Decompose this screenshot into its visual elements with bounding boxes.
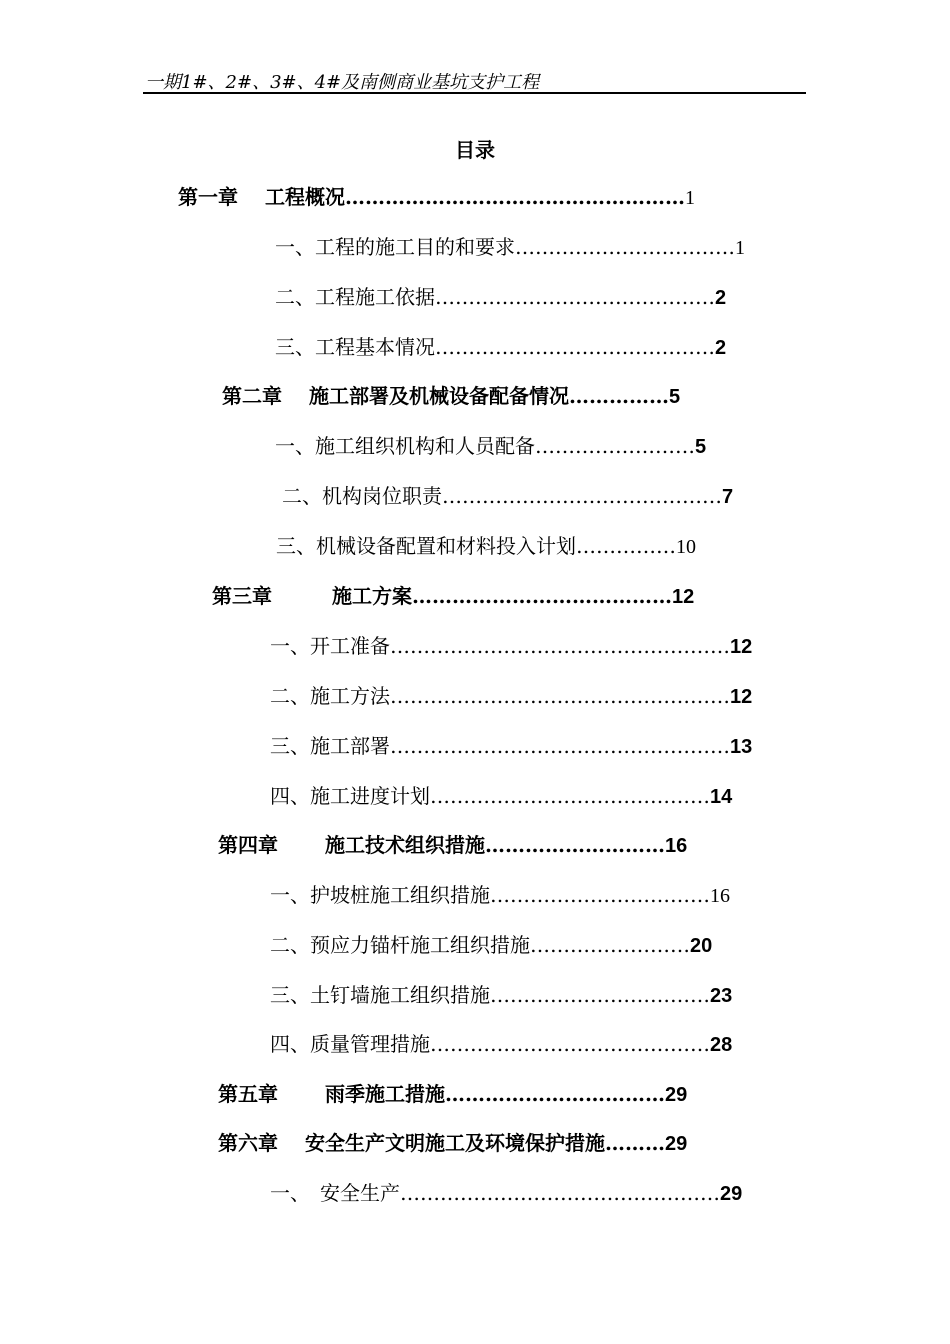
toc-entry-chapter-6[interactable]: 第六章 安全生产文明施工及环境保护措施………29 bbox=[218, 1131, 688, 1155]
toc-entry-4-2[interactable]: 二、预应力锚杆施工组织措施……………………20 bbox=[270, 933, 713, 957]
toc-entry-chapter-2[interactable]: 第二章 施工部署及机械设备配备情况……………5 bbox=[222, 384, 681, 408]
toc-entry-3-1[interactable]: 一、开工准备……………………………………………12 bbox=[270, 634, 753, 658]
toc-entry-1-3[interactable]: 三、工程基本情况……………………………………2 bbox=[275, 335, 727, 359]
toc-entry-4-1[interactable]: 一、护坡桩施工组织措施……………………………16 bbox=[270, 883, 730, 907]
toc-entry-4-4[interactable]: 四、质量管理措施……………………………………28 bbox=[270, 1032, 733, 1056]
toc-entry-3-3[interactable]: 三、施工部署……………………………………………13 bbox=[270, 734, 753, 758]
toc-entry-1-2[interactable]: 二、工程施工依据……………………………………2 bbox=[275, 285, 727, 309]
toc-title: 目录 bbox=[455, 138, 495, 162]
toc-entry-chapter-4[interactable]: 第四章 施工技术组织措施………………………16 bbox=[218, 833, 688, 857]
header-rule bbox=[143, 92, 806, 94]
toc-entry-6-1[interactable]: 一、 安全生产…………………………………………29 bbox=[270, 1181, 743, 1205]
toc-entry-chapter-3[interactable]: 第三章 施工方案…………………………………12 bbox=[212, 584, 695, 608]
toc-entry-2-2[interactable]: 二、机构岗位职责……………………………………7 bbox=[282, 484, 734, 508]
toc-entry-2-1[interactable]: 一、施工组织机构和人员配备……………………5 bbox=[275, 434, 707, 458]
toc-entry-4-3[interactable]: 三、土钉墙施工组织措施……………………………23 bbox=[270, 983, 733, 1007]
toc-entry-chapter-5[interactable]: 第五章 雨季施工措施……………………………29 bbox=[218, 1082, 688, 1106]
toc-entry-3-2[interactable]: 二、施工方法……………………………………………12 bbox=[270, 684, 753, 708]
toc-entry-3-4[interactable]: 四、施工进度计划……………………………………14 bbox=[270, 784, 733, 808]
toc-entry-2-3[interactable]: 三、机械设备配置和材料投入计划……………10 bbox=[276, 534, 696, 558]
running-header: 一期1#、2#、3#、4#及南侧商业基坑支护工程 bbox=[145, 72, 540, 93]
toc-entry-chapter-1[interactable]: 第一章 工程概况……………………………………………1 bbox=[178, 185, 695, 209]
toc-entry-1-1[interactable]: 一、工程的施工目的和要求……………………………1 bbox=[275, 235, 745, 259]
